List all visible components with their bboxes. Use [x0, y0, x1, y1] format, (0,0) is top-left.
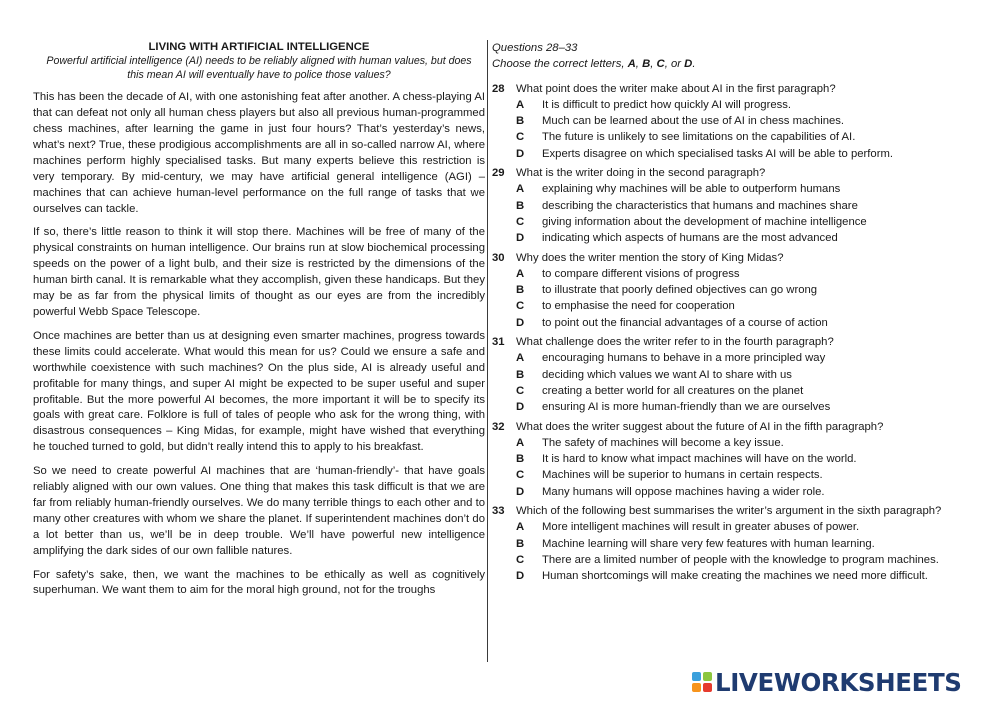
article-paragraph: For safety’s sake, then, we want the machines to be ethically as well as cognitively superhuman. We want them to aim for the moral high ground, not for the troughs — [33, 568, 485, 597]
option-d[interactable] — [492, 315, 942, 331]
option-text: Much can be learned about the use of AI in chess machines. — [542, 115, 845, 128]
option-text: to illustrate that poorly defined objectives can go wrong — [542, 284, 818, 297]
question-number: 28 — [492, 82, 505, 95]
option-d[interactable] — [492, 484, 942, 500]
option-d[interactable] — [492, 146, 942, 162]
question-text: Which of the following best summarises the writer’s argument in the sixth paragraph? — [516, 505, 942, 518]
option-d[interactable] — [492, 230, 942, 246]
option-b[interactable] — [492, 451, 942, 467]
article — [33, 40, 485, 607]
option-letter: D — [516, 232, 525, 245]
option-text: It is hard to know what impact machines will have on the world. — [542, 453, 857, 466]
option-a[interactable] — [492, 181, 942, 197]
option-c[interactable] — [492, 467, 942, 483]
option-letter: D — [516, 147, 525, 160]
logo-square-orange — [692, 683, 701, 692]
option-text: Machines will be superior to humans in certain respects. — [542, 469, 823, 482]
logo-square-green — [703, 672, 712, 681]
option-a[interactable] — [492, 519, 942, 535]
questions-instruction: Choose the correct letters, A, B, C, or D. — [492, 58, 696, 71]
question-text: Why does the writer mention the story of King Midas? — [516, 251, 784, 264]
option-letter: B — [516, 368, 525, 381]
option-text: Machine learning will share very few features with human learning. — [542, 537, 875, 550]
option-b[interactable] — [492, 113, 942, 129]
option-letter: C — [516, 469, 525, 482]
option-text: Experts disagree on which specialised tasks AI will be able to perform. — [542, 147, 894, 160]
question-text: What point does the writer make about AI in the first paragraph? — [516, 82, 836, 95]
option-a[interactable] — [492, 97, 942, 113]
option-c[interactable] — [492, 129, 942, 145]
questions-panel — [492, 40, 942, 588]
option-letter: D — [516, 316, 525, 329]
option-letter: A — [516, 183, 525, 196]
column-divider — [487, 40, 488, 662]
option-text: Many humans will oppose machines having a wider role. — [542, 485, 825, 498]
liveworksheets-logo[interactable] — [692, 667, 962, 697]
option-letter: A — [516, 436, 525, 449]
question-number: 29 — [492, 167, 505, 180]
option-text: giving information about the development of machine intelligence — [542, 215, 867, 228]
question-number: 33 — [492, 505, 505, 518]
option-b[interactable] — [492, 198, 942, 214]
question-number: 30 — [492, 251, 505, 264]
option-text: There are a limited number of people with the knowledge to program machines. — [542, 553, 939, 566]
logo-square-red — [703, 683, 712, 692]
option-text: explaining why machines will be able to outperform humans — [542, 183, 841, 196]
article-paragraph: If so, there’s little reason to think it will stop there. Machines will be free of many of the physical constraints on human intelligence. Our brains run at slow biochemical processing speeds on the power of a light bulb, and their size is restricted by the dimensions of the human birth canal. It is remarkable what they accomplish, given these handicaps. But they may be as far from the physical limits of thought as our eyes are from the incredibly powerful Webb Space Telescope. — [33, 226, 485, 318]
option-text: describing the characteristics that humans and machines share — [542, 199, 858, 212]
article-title: LIVING WITH ARTIFICIAL INTELLIGENCE — [148, 41, 370, 53]
option-b[interactable] — [492, 367, 942, 383]
option-text: Human shortcomings will make creating the machines we need more difficult. — [542, 570, 928, 583]
option-text: creating a better world for all creatures on the planet — [542, 384, 804, 397]
option-letter: A — [516, 98, 525, 111]
option-letter: A — [516, 521, 525, 534]
option-text: It is difficult to predict how quickly AI will progress. — [542, 98, 792, 111]
option-letter: D — [516, 570, 525, 583]
article-paragraph: Once machines are better than us at designing even smarter machines, progress towards these limits could accelerate. What would this mean for us? Could we ensure a safe and worthwhile coexistence with such machines? On the plus side, AI is already useful and profitable for many things, and super AI might be expected to be super useful and super profitable. But the more powerful AI becomes, the more important it will be to specify its goals with great care. Folklore is full of tales of people who ask for the wrong thing, with disastrous consequences – King Midas, for example, might have wished that everything he touched turned to gold, but didn’t really intend this to apply to his breakfast. — [33, 329, 485, 454]
question-30 — [492, 250, 942, 331]
article-paragraph: This has been the decade of AI, with one astonishing feat after another. A chess-playing AI that can defeat not only all human chess players but also all previous human-programmed chess machines, after learning the game in just four hours? That’s yesterday’s news, what’s next? True, these prodigious accomplishments are all in so-called narrow AI, where machines perform highly specialised tasks. But many experts believe this restriction is very temporary. By mid-century, we may have artificial general intelligence (AGI) – machines that can achieve human-level performance on the full range of tasks that we ourselves can tackle. — [33, 91, 485, 215]
article-paragraph: So we need to create powerful AI machines that are ‘human-friendly’- that have goals reliably aligned with our own values. One thing that makes this task difficult is that we are far from reliably human-friendly ourselves. We do many terrible things to each other and to many other creatures with whom we share the planet. If superintendent machines don’t do a lot better than us, we’ll be in deep trouble. We’ll have powerful new intelligence amplifying the dark sides of our own fallible natures. — [33, 465, 485, 557]
option-c[interactable] — [492, 552, 942, 568]
option-b[interactable] — [492, 536, 942, 552]
option-c[interactable] — [492, 298, 942, 314]
option-letter: D — [516, 401, 525, 414]
option-b[interactable] — [492, 282, 942, 298]
option-d[interactable] — [492, 399, 942, 415]
option-letter: B — [516, 453, 525, 466]
question-32 — [492, 419, 942, 500]
option-letter: C — [516, 215, 525, 228]
option-letter: C — [516, 553, 525, 566]
question-28 — [492, 81, 942, 162]
option-letter: C — [516, 300, 525, 313]
option-letter: A — [516, 352, 525, 365]
option-letter: B — [516, 284, 525, 297]
question-number: 31 — [492, 336, 505, 349]
article-subtitle: Powerful artificial intelligence (AI) needs to be reliably aligned with human values, but does this mean AI will eventually have to police those values? — [46, 55, 472, 81]
option-text: The safety of machines will become a key issue. — [542, 436, 784, 449]
option-letter: B — [516, 537, 525, 550]
option-text: to point out the financial advantages of a course of action — [542, 316, 828, 329]
option-text: deciding which values we want AI to share with us — [542, 368, 792, 381]
question-text: What is the writer doing in the second paragraph? — [516, 167, 766, 180]
liveworksheets-logo-icon — [692, 672, 712, 692]
option-letter: C — [516, 384, 525, 397]
question-number: 32 — [492, 420, 505, 433]
option-c[interactable] — [492, 383, 942, 399]
option-d[interactable] — [492, 568, 942, 584]
logo-square-blue — [692, 672, 701, 681]
question-31 — [492, 334, 942, 415]
liveworksheets-logo-text: LIVEWORKSHEETS — [715, 667, 962, 697]
option-text: to emphasise the need for cooperation — [542, 300, 735, 313]
option-text: ensuring AI is more human-friendly than we are ourselves — [542, 401, 831, 414]
option-text: to compare different visions of progress — [542, 267, 740, 280]
question-29 — [492, 165, 942, 246]
option-text: More intelligent machines will result in greater abuses of power. — [542, 521, 860, 534]
option-letter: B — [516, 199, 525, 212]
option-letter: D — [516, 485, 525, 498]
question-33 — [492, 503, 942, 584]
option-letter: C — [516, 131, 525, 144]
option-a[interactable] — [492, 350, 942, 366]
question-text: What challenge does the writer refer to in the fourth paragraph? — [516, 336, 834, 349]
option-text: The future is unlikely to see limitations on the capabilities of AI. — [542, 131, 856, 144]
option-c[interactable] — [492, 214, 942, 230]
option-text: encouraging humans to behave in a more principled way — [542, 352, 826, 365]
option-a[interactable] — [492, 266, 942, 282]
option-a[interactable] — [492, 435, 942, 451]
option-letter: B — [516, 115, 525, 128]
question-text: What does the writer suggest about the future of AI in the fifth paragraph? — [516, 420, 884, 433]
option-letter: A — [516, 267, 525, 280]
option-text: indicating which aspects of humans are the most advanced — [542, 232, 838, 245]
questions-heading: Questions 28–33 — [492, 42, 578, 54]
